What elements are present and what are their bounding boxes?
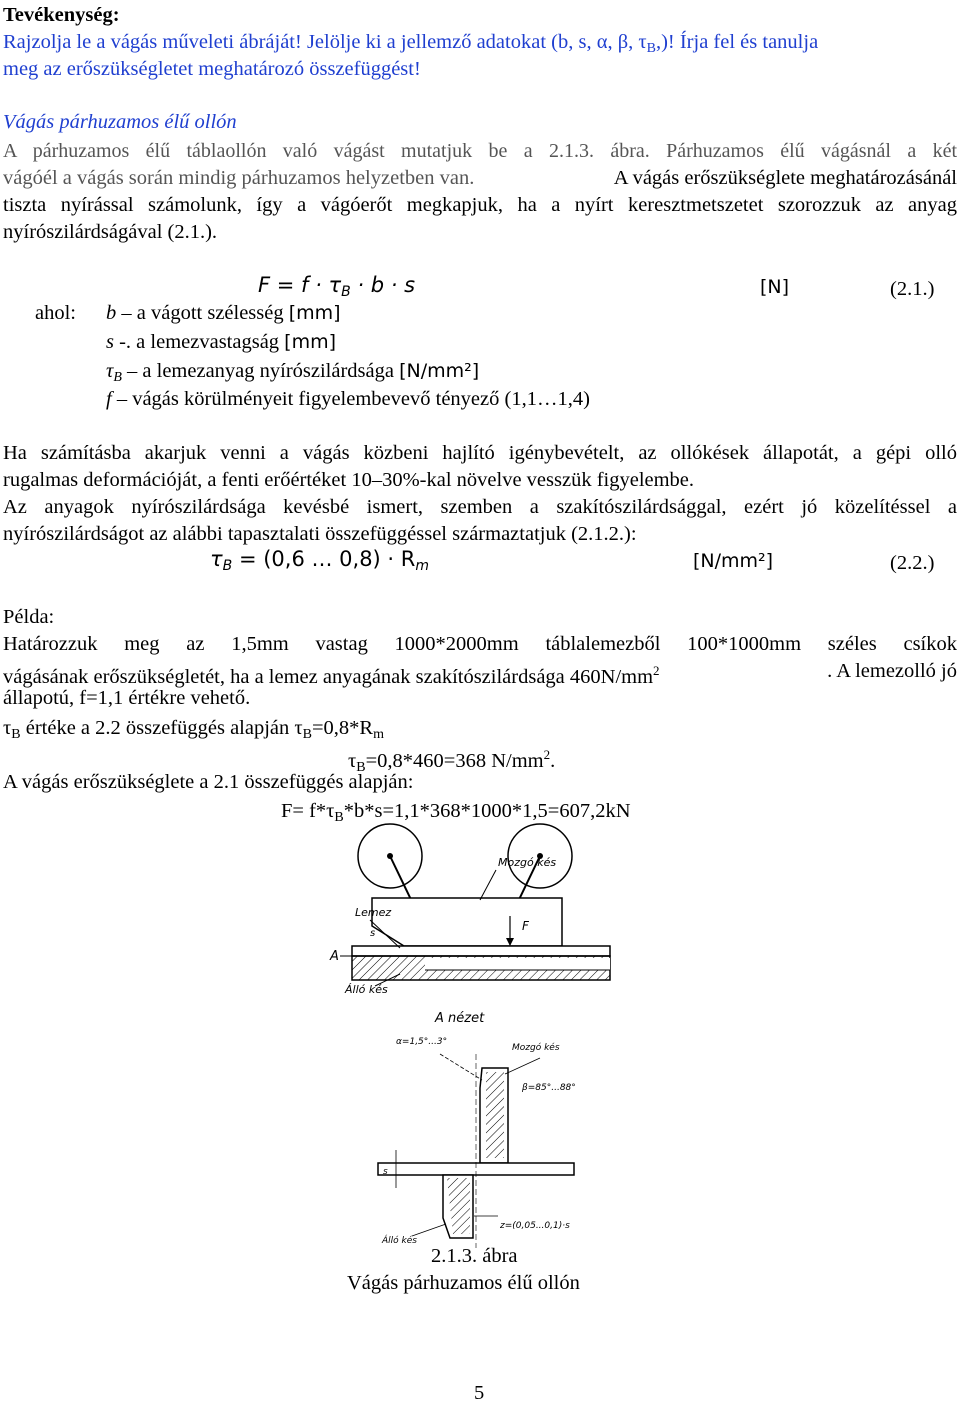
formula-tau: $\tau_B = (0,6$ … $0,8) \cdot R_m$ xyxy=(210,547,429,574)
label-s-2: s xyxy=(383,1167,388,1177)
activity-heading: Tevékenység: xyxy=(3,4,120,26)
para2-line-4: nyírószilárdságot az alábbi tapasztalati összefüggéssel származtatjuk (2.1.2.): xyxy=(3,523,637,545)
where-label: ahol: xyxy=(35,302,76,324)
figure-caption-number: 2.1.3. ábra xyxy=(431,1245,518,1267)
shearing-figure xyxy=(300,818,630,1248)
example-line-3: állapotú, f=1,1 értékre vehető. xyxy=(3,687,251,709)
example-tau-line: $\tau_B$ értéke a 2.2 összefüggés alapján $\tau_B=0,8*R_m$ xyxy=(3,717,384,742)
para2-line-1: Ha számításba akarjuk venni a vágás közbeni hajlító igénybevételt, az ollókések állapotát, a gépi olló xyxy=(3,442,957,464)
formula-main-unit: [N] xyxy=(760,276,790,298)
para2-line-3: Az anyagok nyírószilárdsága kevésbé ismert, szemben a szakítószilárdsággal, ezért jó közelítéssel a xyxy=(3,496,957,518)
where-item-tau: $\tau_B$ – a lemezanyag nyírószilárdsága [N/mm²] xyxy=(106,360,480,385)
label-moving-knife-2: Mozgó kés xyxy=(512,1043,560,1053)
task-line-2: meg az erőszükségletet meghatározó összefüggést! xyxy=(3,58,421,80)
label-s: s xyxy=(370,928,376,939)
example-force-text: A vágás erőszükséglete a 2.1 összefüggés alapján: xyxy=(3,771,414,793)
para2-line-2: rugalmas deformációját, a fenti erőértéket 10–30%-kal növelve vesszük figyelembe. xyxy=(3,469,695,491)
label-sheet: Lemez xyxy=(355,906,392,919)
label-moving-knife: Mozgó kés xyxy=(498,856,557,869)
formula-tau-number: (2.2.) xyxy=(890,552,935,574)
task-line-1: Rajzolja le a vágás műveleti ábráját! Jelölje ki a jellemző adatokat (b, s, α, β, $\tau_B$,)! Írja fel és tanulja xyxy=(3,31,819,56)
label-beta: β=85°...88° xyxy=(522,1083,576,1093)
intro-line-2: vágóél a vágás során mindig párhuzamos helyzetben van. A vágás erőszükséglete meghatározásánál xyxy=(3,167,957,189)
example-line-1: Határozzuk meg az 1,5mm vastag 1000*2000mm táblalemezből 100*1000mm széles csíkok xyxy=(3,633,957,655)
example-line-2: vágásának erőszükségletét, ha a lemez anyagának szakítószilárdsága $460N/mm^2$ . A lemezolló jó xyxy=(3,660,957,688)
example-label: Példa: xyxy=(3,606,55,628)
section-title: Vágás párhuzamos élű ollón xyxy=(3,111,237,133)
label-fixed-knife: Álló kés xyxy=(345,983,388,996)
label-alpha: α=1,5°...3° xyxy=(396,1037,448,1047)
label-view-A: A xyxy=(330,949,339,964)
label-force: F xyxy=(522,919,529,933)
example-calc-tau: $\tau_B=0,8*460=368$ $N/mm^2$. xyxy=(348,747,556,775)
formula-main-number: (2.1.) xyxy=(890,278,935,300)
label-fixed-knife-2: Álló kés xyxy=(382,1236,417,1246)
where-item-f: f – vágás körülményeit figyelembevevő tényező (1,1…1,4) xyxy=(106,388,590,410)
sheet-shape xyxy=(352,946,610,956)
where-item-s: s -. a lemezvastagság [mm] xyxy=(106,331,337,353)
eccentric-left-icon xyxy=(358,824,422,910)
page-number: 5 xyxy=(474,1382,485,1404)
figure-caption-title: Vágás párhuzamos élű ollón xyxy=(347,1272,580,1294)
view-title: A nézet xyxy=(435,1011,485,1026)
where-item-b: b – a vágott szélesség [mm] xyxy=(106,302,341,324)
intro-line-4: nyírószilárdságával (2.1.). xyxy=(3,221,218,243)
formula-tau-unit: [N/mm²] xyxy=(693,550,774,572)
intro-line-3: tiszta nyírással számolunk, így a vágóerőt megkapjuk, ha a nyírt keresztmetszetet szorozzuk az anyag xyxy=(3,194,957,216)
label-z: z=(0,05...0,1)·s xyxy=(500,1221,570,1231)
moving-knife-shape xyxy=(372,898,562,946)
intro-line-1: A párhuzamos élű táblaollón való vágást mutatjuk be a 2.1.3. ábra. Párhuzamos élű vágásnál a két xyxy=(3,140,957,162)
formula-main: $F = f \cdot \tau_B \cdot b \cdot s$ xyxy=(258,273,416,300)
example-calc-force: $F= f*\tau_B*b*s=1,1*368*1000*1,5=607,2kN$ xyxy=(281,800,631,825)
